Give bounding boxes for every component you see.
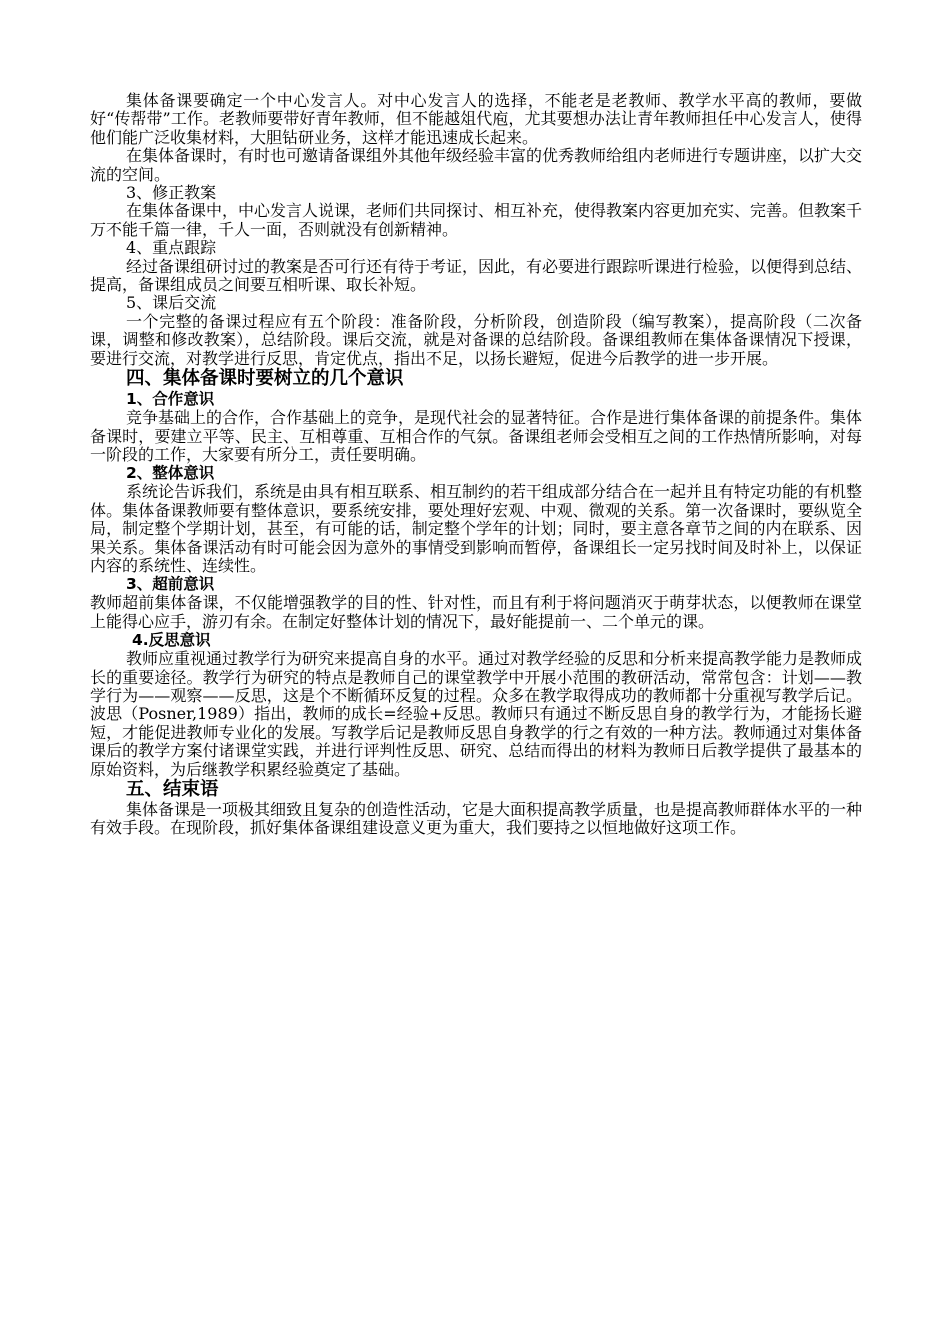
paragraph-holistic: 系统论告诉我们，系统是由具有相互联系、相互制约的若干组成部分结合在一起并且有特定功能的有机整体。集体备课教师要有整体意识，要系统安排，要处理好宏观、中观、微观的关系。第一次备课时，要纵览全局，制定整个学期计划，甚至，有可能的话，制定整个学年的计划；同时，要主意各章节之间的内在联系、因果关系。集体备课活动有时可能会因为意外的事情受到影响而暂停，备课组长一定另找时间及时补上，以保证内容的系统性、连续性。	[90, 482, 863, 575]
subheading-cooperation: 1、合作意识	[126, 390, 215, 409]
paragraph-cooperation: 竞争基础上的合作，合作基础上的竞争，是现代社会的显著特征。合作是进行集体备课的前提条件。集体备课时，要建立平等、民主、互相尊重、互相合作的气氛。备课组老师会受相互之间的工作热情所影响，对每一阶段的工作，大家要有所分工，责任要明确。	[90, 408, 863, 464]
paragraph-follow-up: 经过备课组研讨过的教案是否可行还有待于考证，因此，有必要进行跟踪听课进行检验，以便得到总结、提高，备课组成员之间要互相听课、取长补短。	[90, 256, 863, 295]
paragraph-central-speaker: 集体备课要确定一个中心发言人。对中心发言人的选择，不能老是老教师、教学水平高的教师，要做好“传帮带”工作。老教师要带好青年教师，但不能越俎代庖，尤其要想办法让青年教师担任中心发言人，使得他们能广泛收集材料，大胆钻研业务，这样才能迅速成长起来。	[90, 91, 862, 147]
paragraph-reflection: 教师应重视通过教学行为研究来提高自身的水平。通过对教学经验的反思和分析来提高教学能力是教师成长的重要途径。教学行为研究的特点是教师自己的课堂教学中开展小范围的教研活动，常常包含：计划——教学行为——观察——反思，这是个不断循环反复的过程。众多在教学取得成功的教师都十分重视写教学后记。波思（Posner,1989）指出，教师的成长=经验+反思。教师只有通过不断反思自身的教学行为，才能扬长避短，才能促进教师专业化的发展。写教学后记是教师反思自身教学的行之有效的一种方法。教师通过对集体备课后的教学方案付诸课堂实践，并进行评判性反思、研究、总结而得出的材料为教师日后教学提供了最基本的原始资料，为后继教学积累经验奠定了基础。	[90, 649, 863, 779]
subheading-revise-plan: 3、修正教案	[126, 183, 217, 203]
paragraph-invite-teachers: 在集体备课时，有时也可邀请备课组外其他年级经验丰富的优秀教师给组内老师进行专题讲座，以扩大交流的空间。	[90, 146, 863, 184]
subheading-reflection: 4.反思意识	[132, 631, 211, 650]
paragraph-conclusion: 集体备课是一项极其细致且复杂的创造性活动，它是大面积提高教学质量，也是提高教师群体水平的一种有效手段。在现阶段，抓好集体备课组建设意义更为重大，我们要持之以恒地做好这项工作。	[90, 800, 863, 838]
section-heading-conclusion: 五、结束语	[126, 779, 219, 800]
section-heading-awareness: 四、集体备课时要树立的几个意识	[126, 368, 404, 390]
subheading-follow-up: 4、重点跟踪	[126, 238, 217, 258]
document-page	[90, 92, 862, 838]
paragraph-revise-plan: 在集体备课中，中心发言人说课，老师们共同探讨、相互补充，使得教案内容更加充实、完善。但教案千万不能千篇一律，千人一面，否则就没有创新精神。	[90, 201, 863, 239]
subheading-after-class: 5、课后交流	[126, 293, 217, 313]
paragraph-after-class: 一个完整的备课过程应有五个阶段：准备阶段，分析阶段，创造阶段（编写教案），提高阶段（二次备课，调整和修改教案），总结阶段。课后交流，就是对备课的总结阶段。备课组教师在集体备课情况下授课，要进行交流，对教学进行反思，肯定优点，指出不足，以扬长避短，促进今后教学的进一步开展。	[90, 311, 862, 368]
subheading-advance: 3、超前意识	[126, 575, 215, 594]
subheading-holistic: 2、整体意识	[126, 464, 215, 483]
paragraph-advance: 教师超前集体备课，不仅能增强教学的目的性、针对性，而且有利于将问题消灭于萌芽状态，以便教师在课堂上能得心应手，游刃有余。在制定好整体计划的情况下，最好能提前一、二个单元的课。	[90, 593, 862, 631]
